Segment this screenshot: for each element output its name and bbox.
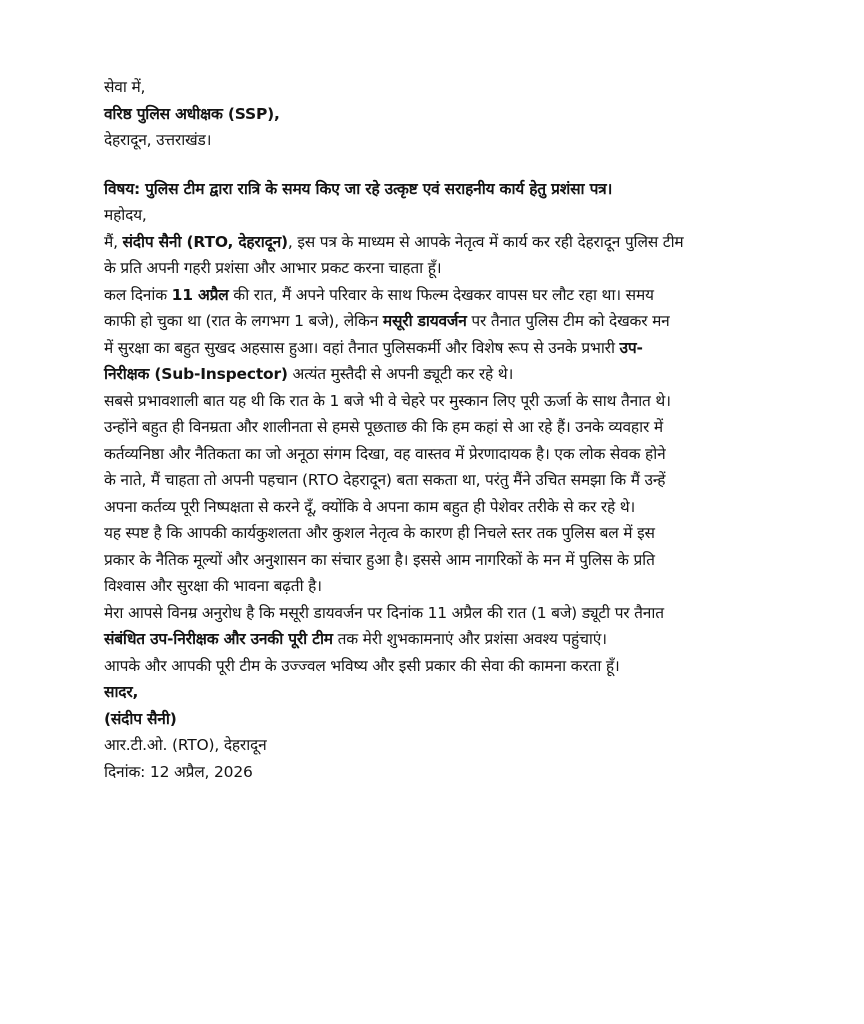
closing-date: दिनांक: 12 अप्रैल, 2026 <box>104 762 253 781</box>
body-line-11: अपना कर्तव्य पूरी निष्पक्षता से करने दूँ, क्योंकि वे अपना काम बहुत ही पेशेवर तरीके से कर रहे थे। <box>104 497 636 516</box>
body-text: काफी हो चुका था (रात के लगभग 1 बजे), लेकिन <box>104 312 383 330</box>
body-line-15: मेरा आपसे विनम्र अनुरोध है कि मसूरी डायवर्जन पर दिनांक 11 अप्रैल की रात (1 बजे) ड्यूटी पर तैनात <box>104 603 664 622</box>
body-line-14: विश्वास और सुरक्षा की भावना बढ़ती है। <box>104 577 322 595</box>
body-line-9: कर्तव्यनिष्ठा और नैतिकता का जो अनूठा संगम दिखा, वह वास्तव में प्रेरणादायक है। एक लोक सेवक होने <box>104 444 666 463</box>
subject-line <box>104 176 784 203</box>
body-text: तक मेरी शुभकामनाएं और प्रशंसा अवश्य पहुंचाएं। <box>332 630 607 648</box>
address-to: सेवा में, <box>104 78 146 96</box>
recipient-title: वरिष्ठ पुलिस अधीक्षक (SSP), <box>104 104 280 123</box>
body-line-12: यह स्पष्ट है कि आपकी कार्यकुशलता और कुशल नेतृत्व के कारण ही निचले स्तर तक पुलिस बल में इस <box>104 524 655 542</box>
body-line-8: उन्होंने बहुत ही विनम्रता और शालीनता से हमसे पूछताछ की कि हम कहां से आ रहे हैं। उनके व्यवहार में <box>104 418 663 436</box>
body-line-5 <box>104 335 784 362</box>
body-line-4 <box>104 308 784 335</box>
body-line-1 <box>104 229 784 256</box>
body-text: मैं, <box>104 232 123 251</box>
body-text: कल दिनांक <box>104 285 172 304</box>
subject-text: विषय: पुलिस टीम द्वारा रात्रि के समय किए जा रहे उत्कृष्ट एवं सराहनीय कार्य हेतु प्रशंसा पत्र। <box>104 179 613 198</box>
closing-name <box>104 706 784 733</box>
body-text: की रात, मैं अपने परिवार के साथ फिल्म देखकर वापस घर लौट रहा था। समय <box>228 285 654 304</box>
body-text: में सुरक्षा का बहुत सुखद अहसास हुआ। वहां तैनात पुलिसकर्मी और विशेष रूप से उनके प्रभारी <box>104 338 620 357</box>
rank-bold: निरीक्षक (Sub-Inspector) <box>104 365 288 383</box>
salutation: महोदय, <box>104 206 147 224</box>
address-recipient <box>104 101 784 128</box>
team-bold: संबंधित उप-निरीक्षक और उनकी पूरी टीम <box>104 630 333 648</box>
location-bold: मसूरी डायवर्जन <box>382 312 467 330</box>
regards-text: सादर, <box>104 683 139 701</box>
body-line-17: आपके और आपकी पूरी टीम के उज्ज्वल भविष्य और इसी प्रकार की सेवा की कामना करता हूँ। <box>104 656 620 675</box>
address-location: देहरादून, उत्तराखंड। <box>104 131 212 149</box>
closing-designation: आर.टी.ओ. (RTO), देहरादून <box>104 736 267 754</box>
body-text: पर तैनात पुलिस टीम को देखकर मन <box>466 312 670 330</box>
sender-name-bold: संदीप सैनी (RTO, देहरादून) <box>122 232 288 251</box>
body-line-13: प्रकार के नैतिक मूल्यों और अनुशासन का संचार हुआ है। इससे आम नागरिकों के मन में पुलिस के प्रति <box>104 550 655 569</box>
body-line-16 <box>104 626 784 653</box>
body-line-2: के प्रति अपनी गहरी प्रशंसा और आभार प्रकट करना चाहता हूँ। <box>104 259 442 277</box>
rank-bold: उप- <box>619 338 643 357</box>
body-line-6 <box>104 361 784 388</box>
signatory-name: (संदीप सैनी) <box>104 709 177 728</box>
body-text: अत्यंत मुस्तैदी से अपनी ड्यूटी कर रहे थे। <box>287 365 514 383</box>
date-bold: 11 अप्रैल <box>171 285 229 304</box>
closing-regards <box>104 679 784 706</box>
spacer <box>104 154 784 176</box>
body-line-7: सबसे प्रभावशाली बात यह थी कि रात के 1 बजे भी वे चेहरे पर मुस्कान लिए पूरी ऊर्जा के साथ तैनात थे। <box>104 391 671 410</box>
body-line-10: के नाते, मैं चाहता तो अपनी पहचान (RTO देहरादून) बता सकता था, परंतु मैंने उचित समझा कि मैं उन्हें <box>104 471 666 489</box>
body-text: , इस पत्र के माध्यम से आपके नेतृत्व में कार्य कर रही देहरादून पुलिस टीम <box>287 232 684 251</box>
body-line-3 <box>104 282 784 309</box>
